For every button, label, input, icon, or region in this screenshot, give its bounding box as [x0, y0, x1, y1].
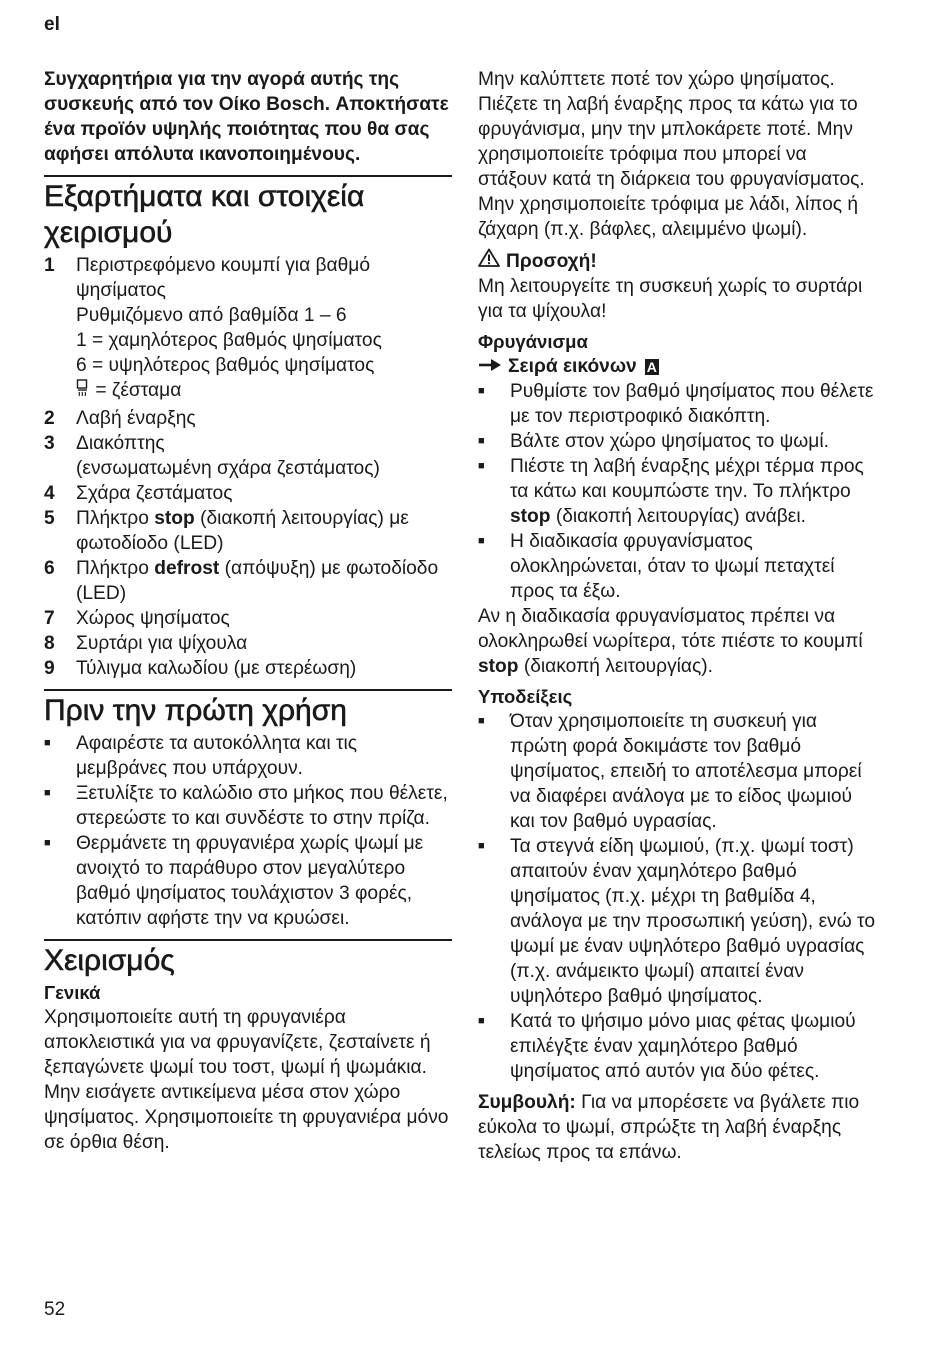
list-item: ■ Ξετυλίξτε το καλώδιο στο μήκος που θέλετε, στερεώστε το και συνδέστε το στην πρίζα. — [44, 783, 448, 829]
first-use-list — [44, 731, 452, 931]
first-use-heading: Πριν την πρώτη χρήση — [44, 694, 347, 727]
tip-label: Συμβουλή: — [478, 1092, 576, 1113]
item-text: Σχάρα ζεστάματος — [76, 483, 233, 504]
left-column — [44, 67, 452, 1155]
parts-item — [44, 656, 452, 681]
general-text: Χρησιμοποιείτε αυτή τη φρυγανιέρα αποκλειστικά για να φρυγανίζετε, ζεσταίνετε ή ξεπαγώνετε ψωμί του τοστ, ψωμί ή ψωμάκια. Μην εισάγετε αντικείμενα μέσα στον χώρο ψησίματος. Χρησιμοποιείτε τη φρυγανιέρα μόνο σε όρθια θέση. — [44, 1007, 449, 1153]
list-item: ■ Τα στεγνά είδη ψωμιού, (π.χ. ψωμί τοστ) απαιτούν έναν χαμηλότερο βαθμό ψησίματος (π.χ. μέχρι τη βαθμίδα 4, ανάλογα με την προσωπική γεύση), ενώ το ψωμί με έναν υψηλότερο βαθμό υγρασίας (π.χ. ανάμεικτο ψωμί) απαιτεί έναν υψηλότερο βαθμό ψησίματος. — [478, 836, 876, 1007]
item-number: 7 — [44, 608, 55, 629]
bullet-icon: ■ — [478, 1015, 485, 1027]
caution-text: Μη λειτουργείτε τη συσκευή χωρίς το συρτάρι για τα ψίχουλα! — [478, 276, 863, 322]
bullet-icon: ■ — [478, 460, 485, 472]
parts-list — [44, 253, 452, 681]
bullet-icon: ■ — [478, 385, 485, 397]
item-sub: (ενσωματωμένη σχάρα ζεστάματος) — [76, 458, 380, 479]
list-item: ■ Βάλτε στον χώρο ψησίματος το ψωμί. — [478, 431, 829, 452]
notes-list — [478, 709, 878, 1084]
list-item: ■ Κατά το ψήσιμο μόνο μιας φέτας ψωμιού επιλέγξτε έναν χαμηλότερο βαθμό ψησίματος από αυτόν για δύο φέτες. — [478, 1011, 856, 1082]
section-divider — [44, 689, 452, 691]
section-divider — [44, 175, 452, 177]
right-column — [478, 67, 878, 1165]
parts-item — [44, 431, 452, 456]
parts-item — [44, 556, 452, 606]
bullet-icon: ■ — [478, 840, 485, 852]
parts-item — [44, 406, 452, 431]
item-text: Πλήκτρο stop (διακοπή λειτουργίας) με φωτοδίοδο (LED) — [76, 508, 409, 554]
list-item: ■ Πιέστε τη λαβή έναρξης μέχρι τέρμα προς τα κάτω και κουμπώστε την. Το πλήκτρο stop (διακοπή λειτουργίας) ανάβει. — [478, 456, 864, 527]
bullet-icon: ■ — [44, 787, 51, 799]
caution-title: Προσοχή! — [506, 250, 597, 272]
intro-paragraph: Συγχαρητήρια για την αγορά αυτής της συσκευής από τον Οίκο Bosch. Αποκτήσατε ένα προϊόν υψηλής ποιότητας που θα σας αφήσει απόλυτα ικανοποιημένους. — [44, 69, 449, 165]
item-text: Λαβή έναρξης — [76, 408, 196, 429]
warning-triangle-icon — [478, 248, 500, 274]
item-sub: Ρυθμιζόμενο από βαθμίδα 1 – 6 — [76, 305, 347, 326]
food-warning-paragraph: Μην χρησιμοποιείτε τρόφιμα με λάδι, λίπος ή ζάχαρη (π.χ. βάφλες, αλειμμένο ψωμί). — [478, 194, 859, 240]
item-sub: 1 = χαμηλότερος βαθμός ψησίματος — [76, 330, 382, 351]
warming-rack-icon — [76, 379, 90, 406]
item-text: Διακόπτης — [76, 433, 165, 454]
item-sub-text: = ζέσταμα — [95, 380, 182, 401]
image-sequence-reference — [478, 354, 878, 379]
tip-paragraph: Συμβουλή: Για να μπορέσετε να βγάλετε πιο εύκολα το ψωμί, σπρώξτε τη λαβή έναρξης τελείως προς τα επάνω. — [478, 1092, 860, 1163]
bullet-icon: ■ — [478, 715, 485, 727]
item-text: Συρτάρι για ψίχουλα — [76, 633, 248, 654]
item-sub: 6 = υψηλότερος βαθμός ψησίματος — [76, 355, 375, 376]
list-item: ■ Ρυθμίστε τον βαθμό ψησίματος που θέλετε με τον περιστροφικό διακόπτη. — [478, 381, 874, 427]
list-item: ■ Όταν χρησιμοποιείτε τη συσκευή για πρώτη φορά δοκιμάστε τον βαθμό ψησίματος, επειδή το αποτέλεσμα μπορεί να διαφέρει ανάλογα με το είδος ψωμιού και τον βαθμό υγρασίας. — [478, 711, 862, 832]
item-text: Χώρος ψησίματος — [76, 608, 230, 629]
operation-heading: Χειρισμός — [44, 944, 175, 977]
item-number: 6 — [44, 558, 55, 579]
section-divider — [44, 939, 452, 941]
item-number: 9 — [44, 658, 55, 679]
list-item: ■ Η διαδικασία φρυγανίσματος ολοκληρώνεται, όταν το ψωμί πεταχτεί προς τα έξω. — [478, 531, 835, 602]
parts-item — [44, 506, 452, 556]
item-number: 3 — [44, 433, 55, 454]
parts-item — [44, 253, 452, 303]
item-number: 1 — [44, 255, 55, 276]
item-number: 8 — [44, 633, 55, 654]
bullet-icon: ■ — [478, 435, 485, 447]
language-code: el — [44, 14, 60, 35]
early-stop-paragraph: Αν η διαδικασία φρυγανίσματος πρέπει να ολοκληρωθεί νωρίτερα, τότε πιέστε το κουμπί stop (διακοπή λειτουργίας). — [478, 606, 863, 677]
bullet-icon: ■ — [44, 837, 51, 849]
toasting-title: Φρυγάνισμα — [478, 331, 588, 352]
parts-item — [44, 606, 452, 631]
item-number: 4 — [44, 483, 55, 504]
parts-heading: Εξαρτήματα και στοιχεία χειρισμού — [44, 180, 365, 249]
bullet-icon: ■ — [478, 535, 485, 547]
list-item: ■ Αφαιρέστε τα αυτοκόλλητα και τις μεμβράνες που υπάρχουν. — [44, 733, 358, 779]
sequence-letter-badge: A — [646, 358, 657, 375]
toasting-list — [478, 379, 878, 604]
item-text: Περιστρεφόμενο κουμπί για βαθμό ψησίματος — [76, 255, 371, 301]
parts-item — [44, 481, 452, 506]
bullet-icon: ■ — [44, 737, 51, 749]
usage-paragraph: Μην καλύπτετε ποτέ τον χώρο ψησίματος. Πιέζετε τη λαβή έναρξης προς τα κάτω για το φρυγάνισμα, μην την μπλοκάρετε ποτέ. Μην χρησιμοποιείτε τρόφιμα που μπορεί να στάξουν κατά τη διάρκεια του φρυγανίσματος. — [478, 69, 865, 190]
item-text: Πλήκτρο defrost (απόψυξη) με φωτοδίοδο (LED) — [76, 558, 439, 604]
sequence-label: Σειρά εικόνων — [508, 356, 637, 377]
arrow-right-icon — [478, 354, 502, 379]
list-item: ■ Θερμάνετε τη φρυγανιέρα χωρίς ψωμί με ανοιχτό το παράθυρο στον μεγαλύτερο βαθμό ψησίματος τουλάχιστον 3 φορές, κατόπιν αφήστε την να κρυώσει. — [44, 833, 424, 929]
item-text: Τύλιγμα καλωδίου (με στερέωση) — [76, 658, 357, 679]
caution-heading — [478, 248, 878, 274]
page-number: 52 — [44, 1299, 66, 1320]
general-title: Γενικά — [44, 982, 101, 1003]
item-sub-warming — [44, 378, 452, 406]
item-number: 5 — [44, 508, 55, 529]
notes-title: Υποδείξεις — [478, 686, 573, 707]
item-number: 2 — [44, 408, 55, 429]
parts-item — [44, 631, 452, 656]
